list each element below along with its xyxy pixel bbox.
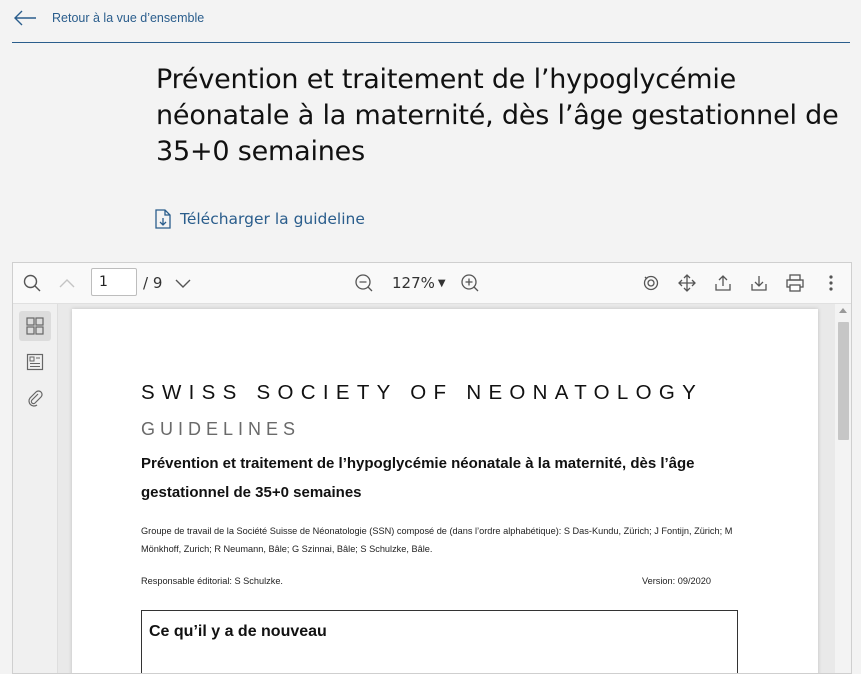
scrollbar-thumb[interactable] [838,322,849,440]
document-download-icon [154,209,172,229]
download-label: Télécharger la guideline [180,210,365,228]
zoom-out-icon[interactable] [354,273,374,293]
authors-text: Groupe de travail de la Société Suisse de Néonatologie (SSN) composé de (dans l’ordre alphabétique): S Das-Kundu, Zürich; J Fontijn, Zürich; M Mönkhoff, Zurich; R Neumann, Bâle; G Szinnai, Bâle; S Schulzke, Bâle. [141,526,733,554]
rotate-icon[interactable] [641,273,661,293]
series-heading: GUIDELINES [141,419,301,439]
zoom-level-select[interactable] [392,274,446,292]
download-guideline-link[interactable] [154,209,365,229]
back-link-label: Retour à la vue d’ensemble [52,11,205,25]
previous-page-chevron-up-icon[interactable] [57,273,77,293]
page-total: / 9 [143,274,163,292]
zoom-value: 127% [392,274,435,292]
search-icon[interactable] [22,273,42,293]
pdf-viewer [12,262,852,674]
attachment-paperclip-icon[interactable] [19,383,51,413]
zoom-in-icon[interactable] [460,273,480,293]
editor-text: Responsable éditorial: S Schulzke. [141,576,283,586]
pan-move-icon[interactable] [677,273,697,293]
society-heading: SWISS SOCIETY OF NEONATOLOGY [141,381,704,404]
top-navigation [12,0,850,43]
vertical-scrollbar[interactable] [835,304,851,673]
thumbnails-grid-icon[interactable] [19,311,51,341]
download-icon[interactable] [749,273,769,293]
print-icon[interactable] [785,273,805,293]
pdf-page [72,309,818,673]
arrow-left-icon [12,8,38,28]
pdf-toolbar [13,263,851,304]
caret-down-icon: ▼ [437,277,446,289]
page-number-input[interactable] [91,268,137,296]
version-text: Version: 09/2020 [642,576,711,586]
whats-new-box [141,610,738,673]
next-page-chevron-down-icon[interactable] [173,273,193,293]
document-title: Prévention et traitement de l’hypoglycémie néonatale à la maternité, dès l’âge gestationnel de 35+0 semaines [141,455,695,501]
more-options-icon[interactable] [821,273,841,293]
pdf-canvas[interactable] [58,304,851,673]
whats-new-title: Ce qu’il y a de nouveau [149,623,327,640]
outline-document-icon[interactable] [19,347,51,377]
upload-share-icon[interactable] [713,273,733,293]
pdf-sidebar [13,304,58,673]
page-title: Prévention et traitement de l’hypoglycémie néonatale à la maternité, dès l’âge gestationnel de 35+0 semaines [156,64,839,167]
scroll-up-arrow-icon[interactable] [839,308,847,313]
back-to-overview-link[interactable] [12,8,204,28]
